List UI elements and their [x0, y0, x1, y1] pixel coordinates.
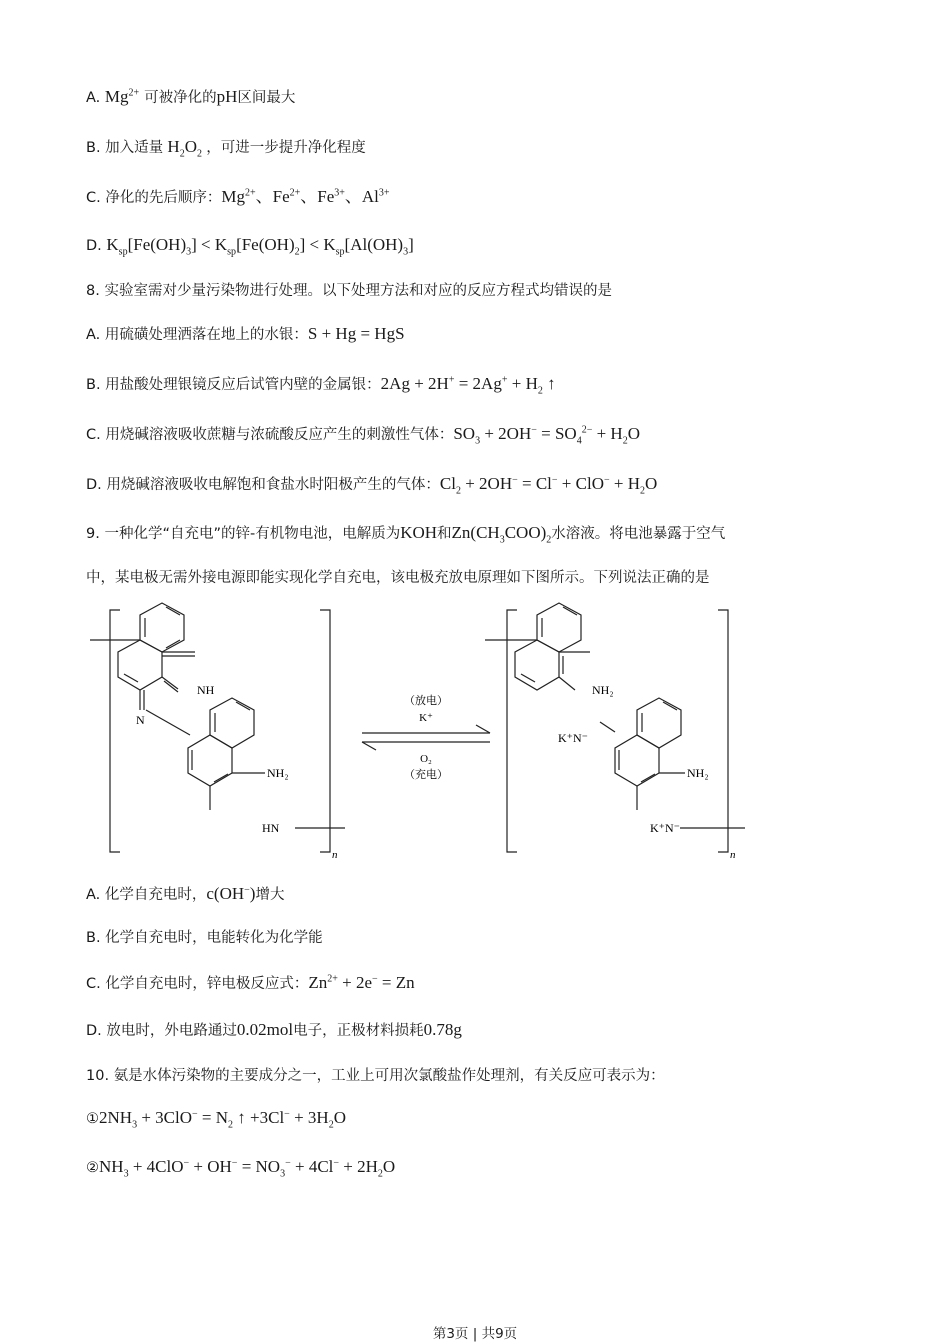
left-bracket-open: [110, 610, 120, 852]
left-label-nh: NH: [197, 683, 215, 697]
q9-reaction-diagram: [80, 600, 780, 862]
q8-stem: 8. 实验室需对少量污染物进行处理。以下处理方法和对应的反应方程式均错误的是: [86, 283, 612, 299]
left-subscript-n: n: [332, 849, 338, 861]
q9-option-a: A. 化学自充电时，c(OH−)增大: [86, 884, 285, 903]
q10-reaction-1: $①2NH_3 + 3ClO^- = N_2$ ↑ $+3Cl^- + 3H_2O$: [86, 1108, 346, 1131]
left-label-nh2: NH₂: [267, 766, 289, 780]
charge-label: （充电）: [404, 768, 448, 781]
q7-option-c: C. 净化的先后顺序：$Mg^{2+}$、$Fe^{2+}$、$Fe^{3+}$、$Al^{3+}$: [86, 187, 390, 206]
page-footer: 第3页 | 共9页: [432, 1326, 518, 1342]
q7-option-b: B. 加入适量 $H_2O_2$ ，可进一步提升净化程度: [86, 137, 366, 160]
right-label-kn-bottom: K⁺N⁻: [650, 821, 680, 835]
left-bracket-close: [320, 610, 330, 852]
right-bracket-open: [507, 610, 517, 852]
right-subscript-n: n: [730, 849, 736, 861]
o2-label: O₂: [420, 753, 432, 765]
q10-reaction-2: $②NH_3 + 4ClO^- + OH^- = NO_3^- + 4Cl^- + 2H_2O$: [86, 1157, 396, 1180]
right-label-kn-mid: K⁺N⁻: [558, 731, 588, 745]
k-plus-label: K⁺: [419, 712, 433, 724]
q7-option-d: D. $K_{sp}[Fe(OH)_3] < K_{sp}[Fe(OH)_2] < K_{sp}[Al(OH)_3]$: [86, 235, 414, 258]
q9-option-d: D. 放电时，外电路通过0.02mol电子，正极材料损耗0.78g: [86, 1020, 462, 1039]
q8-option-b: B. 用盐酸处理银镜反应后试管内壁的金属银：$2Ag + 2H^+ = 2Ag^+ + H_2$ ↑: [86, 374, 556, 397]
q8-option-d: D. 用烧碱溶液吸收电解饱和食盐水时阳极产生的气体：$Cl_2 + 2OH^- = Cl^- + ClO^- + H_2O$: [86, 474, 658, 497]
q9-stem-line2: 中，某电极无需外接电源即能实现化学自充电，该电极充放电原理如下图所示。下列说法正确的是: [86, 570, 710, 586]
q9-option-b: B. 化学自充电时，电能转化为化学能: [86, 930, 323, 946]
q7-option-a: A. $Mg^{2+}$ 可被净化的pH区间最大: [86, 87, 296, 106]
right-bracket-close: [718, 610, 728, 852]
left-label-hn: HN: [262, 821, 280, 835]
q8-option-c: C. 用烧碱溶液吸收蔗糖与浓硫酸反应产生的刺激性气体：$SO_3 + 2OH^- = SO_4^{2-} + H_2O$: [86, 424, 640, 447]
discharge-label: （放电）: [404, 694, 448, 707]
right-label-nh2-bottom: NH₂: [687, 766, 709, 780]
q10-stem: 10. 氨是水体污染物的主要成分之一，工业上可用次氯酸盐作处理剂，有关反应可表示为：: [86, 1068, 665, 1084]
q9-stem-line1: 9. 一种化学“自充电”的锌-有机物电池，电解质为KOH和$Zn(CH_3COO)_2$水溶液。将电池暴露于空气: [86, 523, 726, 546]
q9-option-c: C. 化学自充电时，锌电极反应式：$Zn^{2+} + 2e^- = Zn$: [86, 973, 415, 992]
right-label-nh2-top: NH₂: [592, 683, 614, 697]
left-label-n: N: [136, 713, 145, 727]
q8-option-a: A. 用硫磺处理洒落在地上的水银：S + Hg = HgS: [86, 324, 405, 343]
